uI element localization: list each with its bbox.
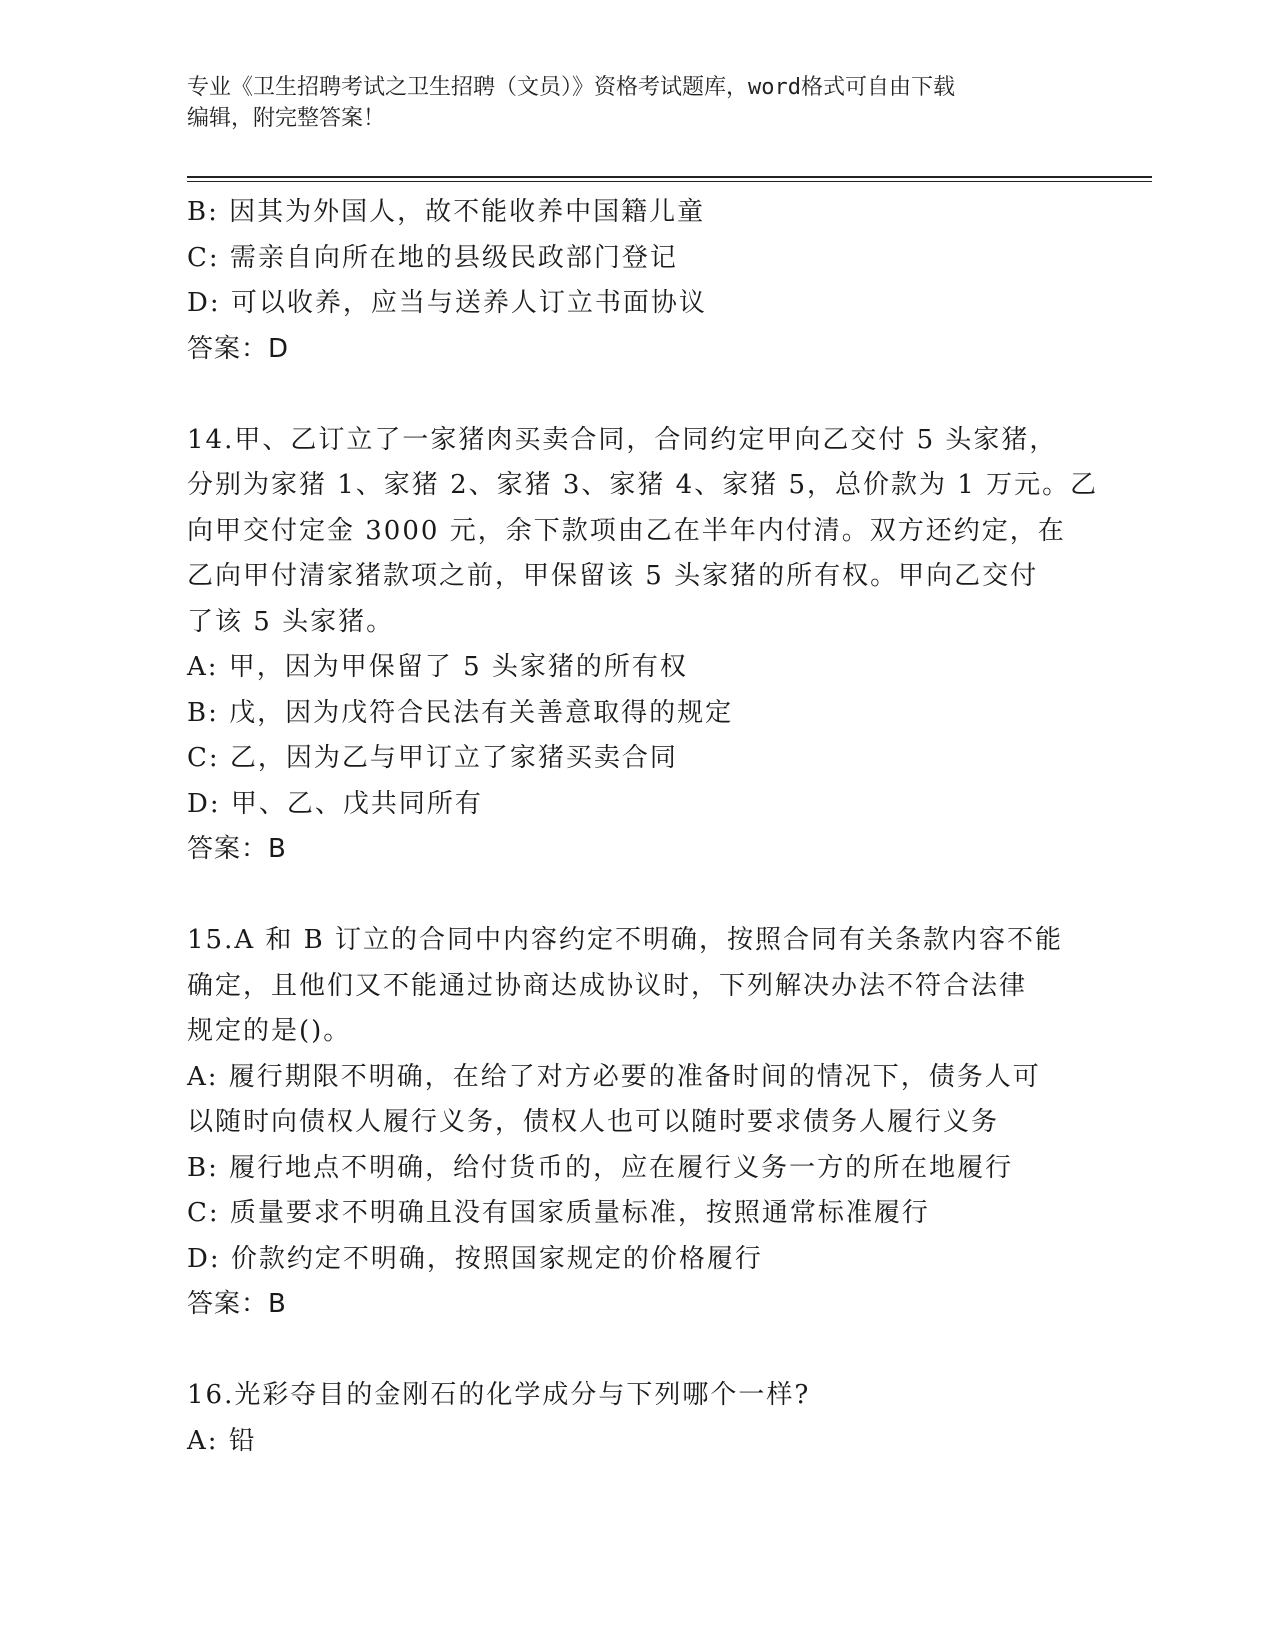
question-13 [187, 190, 1087, 372]
header-line-1: 专业《卫生招聘考试之卫生招聘（文员）》资格考试题库，word格式可自由下载 [187, 75, 955, 100]
q15-stem-line-1: 15.A 和 B 订立的合同中内容约定不明确，按照合同有关条款内容不能 [187, 925, 1064, 955]
document-header [187, 72, 1087, 134]
q14-stem-line-5: 了该 5 头家猪。 [187, 606, 395, 637]
spacer [187, 873, 1087, 919]
q15-option-d: D: 价款约定不明确，按照国家规定的价格履行 [187, 1243, 763, 1274]
q15-answer: 答案：B [187, 1289, 287, 1319]
question-16 [187, 1373, 1087, 1464]
question-content [187, 190, 1099, 1464]
q14-stem-line-3: 向甲交付定金 3000 元，余下款项由乙在半年内付清。双方还约定，在 [187, 515, 1066, 546]
q14-option-b: B: 戊，因为戊符合民法有关善意取得的规定 [187, 697, 734, 728]
q14-stem-line-2: 分别为家猪 1、家猪 2、家猪 3、家猪 4、家猪 5，总价款为 1 万元。乙 [187, 470, 1099, 500]
question-15 [187, 918, 1087, 1328]
question-14 [187, 418, 1099, 873]
spacer [187, 372, 1087, 418]
q15-option-a-line-2: 以随时向债权人履行义务，债权人也可以随时要求债务人履行义务 [187, 1107, 1000, 1137]
q15-stem-line-2: 确定，且他们又不能通过协商达成协议时，下列解决办法不符合法律 [187, 970, 1028, 1001]
header-line-2: 编辑，附完整答案！ [187, 106, 386, 131]
q13-answer: 答案：D [187, 333, 290, 364]
q13-option-d: D: 可以收养，应当与送养人订立书面协议 [187, 288, 707, 318]
q14-option-d: D: 甲、乙、戊共同所有 [187, 788, 483, 819]
q14-stem-line-4: 乙向甲付清家猪款项之前，甲保留该 5 头家猪的所有权。甲向乙交付 [187, 561, 1039, 591]
q15-option-a-line-1: A: 履行期限不明确，在给了对方必要的准备时间的情况下，债务人可 [187, 1061, 1041, 1092]
q15-stem-line-3: 规定的是()。 [187, 1016, 352, 1046]
q14-option-a: A: 甲，因为甲保留了 5 头家猪的所有权 [187, 652, 688, 682]
q14-stem-line-1: 14.甲、乙订立了一家猪肉买卖合同，合同约定甲向乙交付 5 头家猪， [187, 424, 1058, 455]
q14-option-c: C: 乙，因为乙与甲订立了家猪买卖合同 [187, 743, 678, 773]
q15-option-b: B: 履行地点不明确，给付货币的，应在履行义务一方的所在地履行 [187, 1152, 1014, 1183]
q16-option-a: A: 铅 [187, 1425, 257, 1456]
q13-option-c: C: 需亲自向所在地的县级民政部门登记 [187, 242, 678, 273]
spacer [187, 1328, 1087, 1374]
header-rule-thin [187, 181, 1152, 182]
q13-option-b: B: 因其为外国人，故不能收养中国籍儿童 [187, 197, 706, 227]
q14-answer: 答案：B [187, 834, 287, 864]
q16-stem-line-1: 16.光彩夺目的金刚石的化学成分与下列哪个一样? [187, 1380, 811, 1410]
header-rule-thick [187, 176, 1152, 178]
q15-option-c: C: 质量要求不明确且没有国家质量标准，按照通常标准履行 [187, 1198, 930, 1228]
